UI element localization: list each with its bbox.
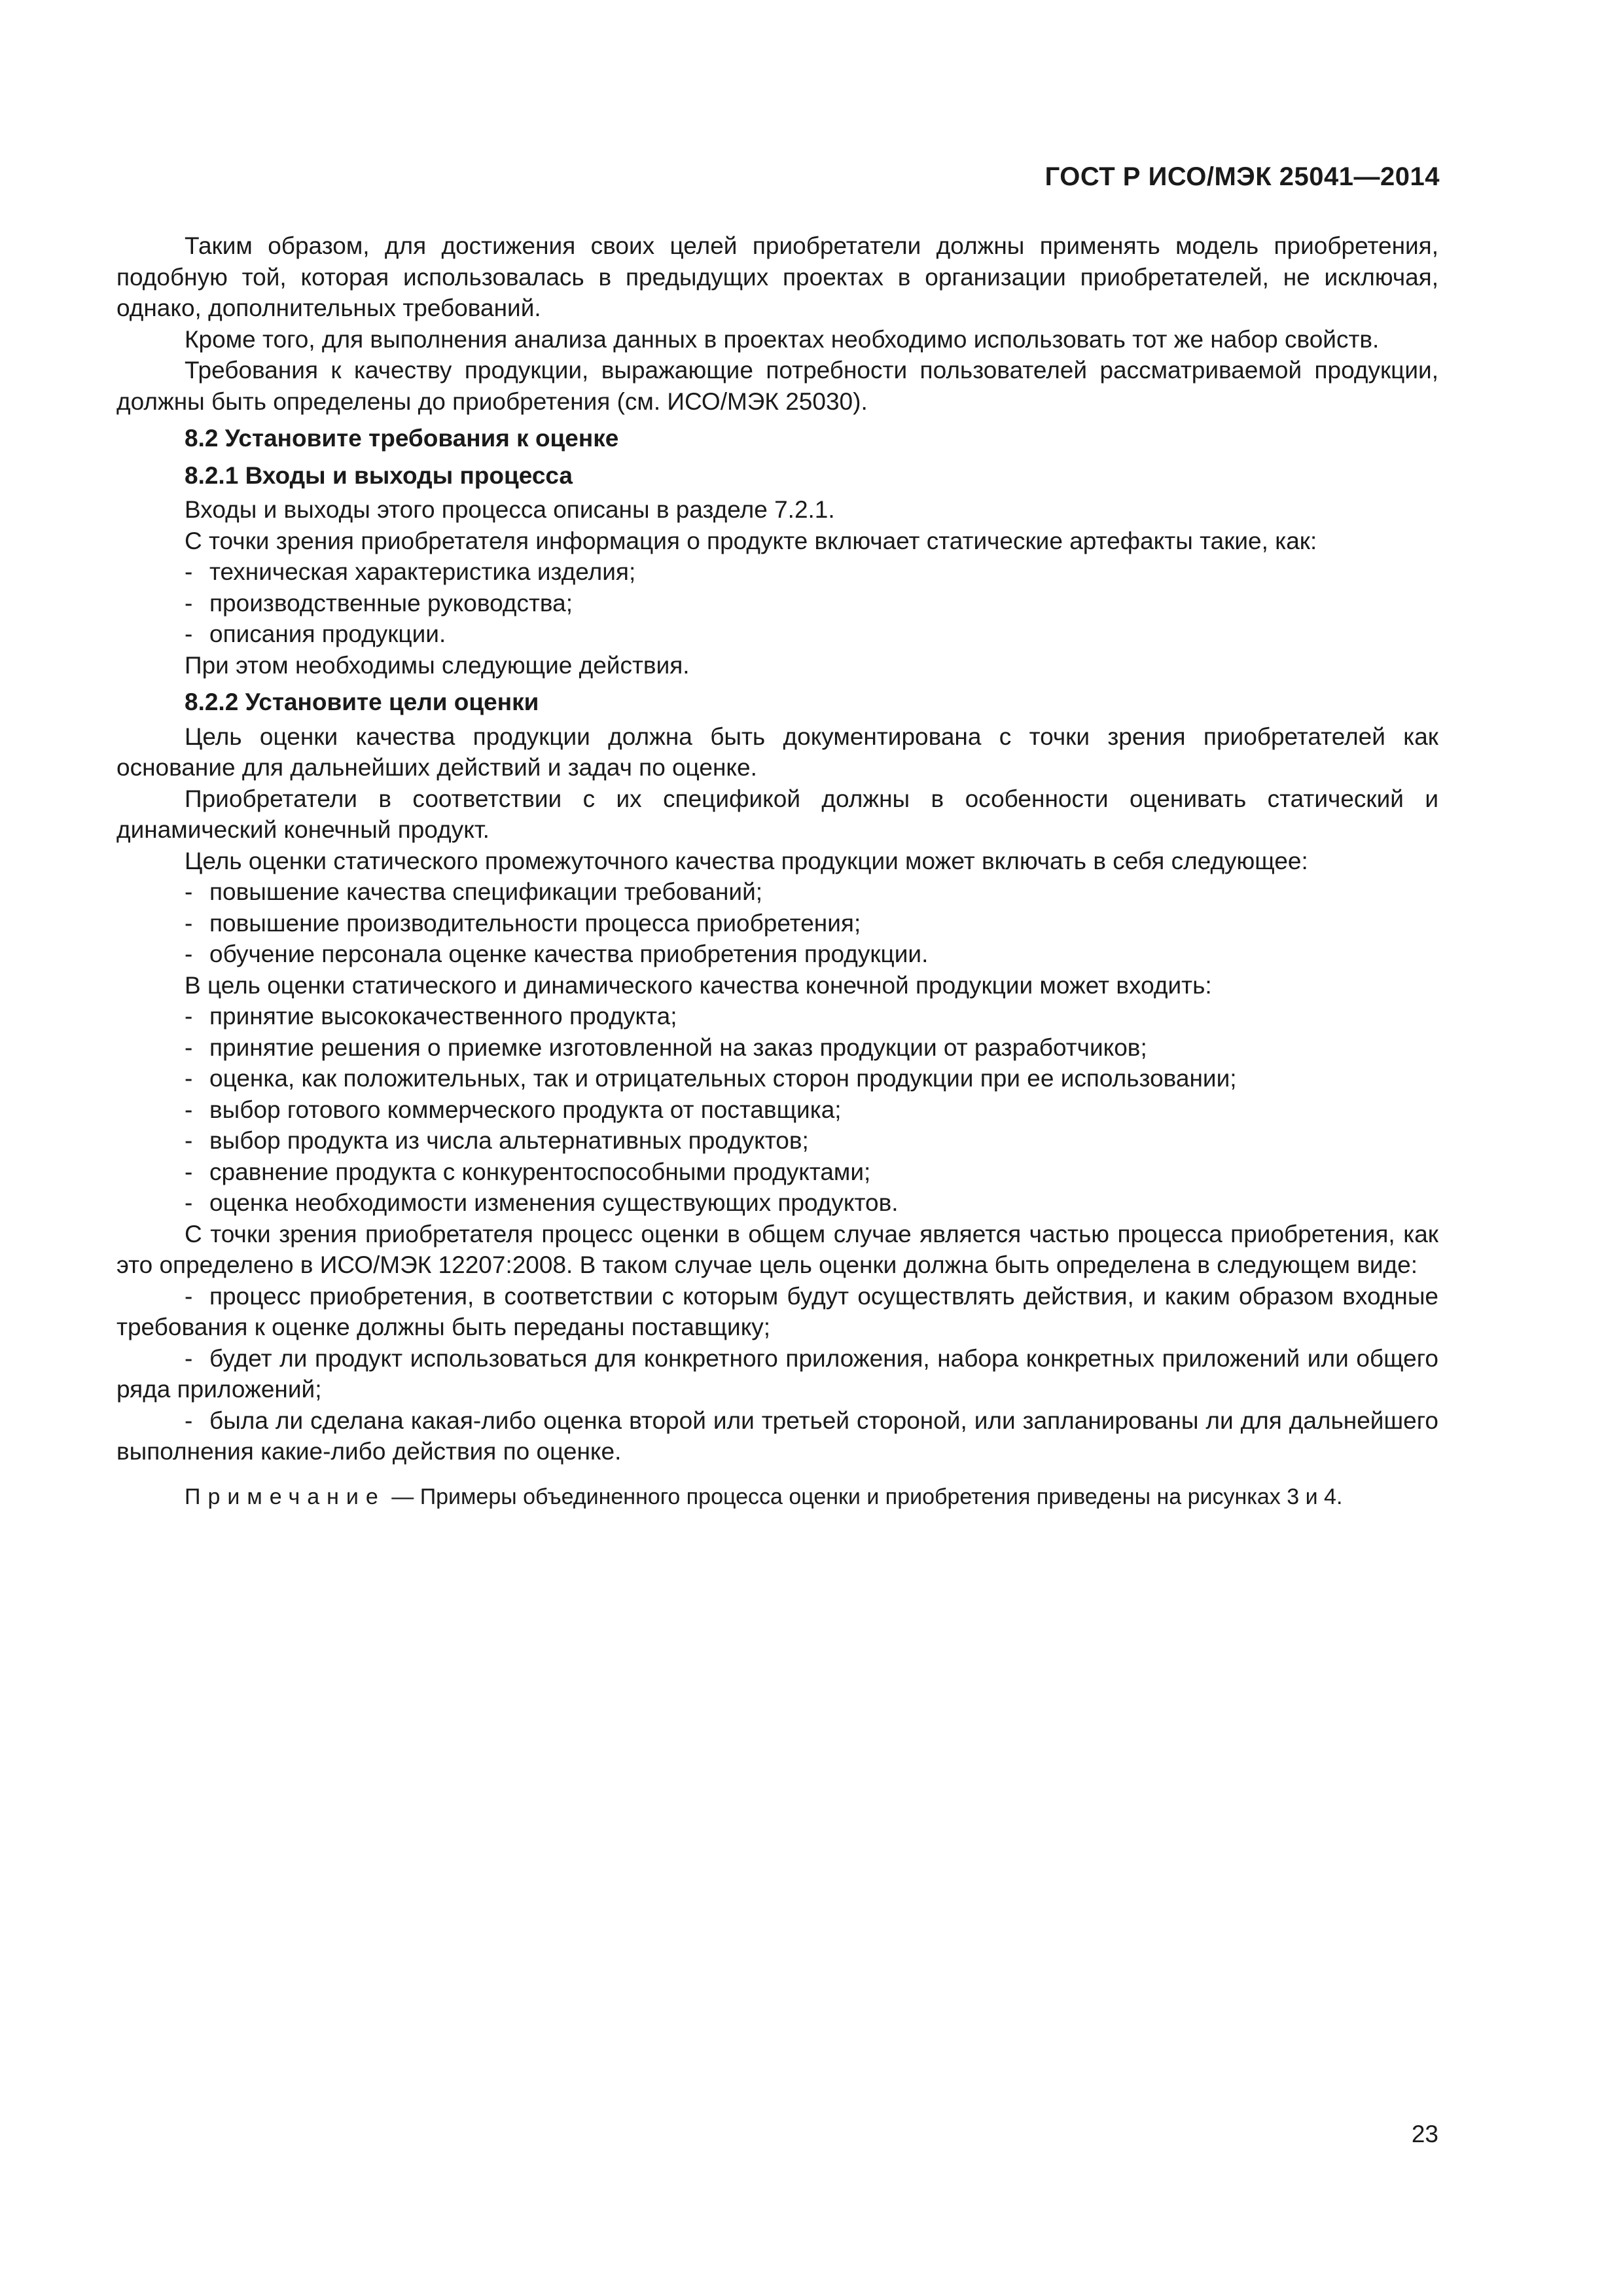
dash-marker: - xyxy=(185,1407,193,1434)
dash-marker: - xyxy=(185,1344,193,1372)
dash-marker: - xyxy=(185,589,193,617)
note-label: Примечание xyxy=(185,1484,385,1509)
dash-marker: - xyxy=(185,620,193,647)
dash-marker: - xyxy=(185,1033,193,1061)
list-item: - выбор готового коммерческого продукта от поставщика; xyxy=(116,1094,1438,1126)
paragraph: С точки зрения приобретателя информация о продукте включает статические артефакты такие, как: xyxy=(185,527,1317,554)
bullet-list xyxy=(116,876,1438,970)
list-item: - сравнение продукта с конкурентоспособными продуктами; xyxy=(116,1157,1438,1188)
dash-marker: - xyxy=(185,909,193,937)
dash-marker: - xyxy=(185,941,193,967)
document-header: ГОСТ Р ИСО/МЭК 25041—2014 xyxy=(1044,162,1440,191)
page-number: 23 xyxy=(1411,2121,1438,2147)
section-heading-8-2-1: 8.2.1 Входы и выходы процесса xyxy=(185,461,573,489)
list-item: - повышение производительности процесса приобретения; xyxy=(116,908,1438,939)
section-heading-8-2: 8.2 Установите требования к оценке xyxy=(185,425,619,452)
list-item: - обучение персонала оценке качества приобретения продукции. xyxy=(116,939,1438,970)
paragraph: В цель оценки статического и динамического качества конечной продукции может входить: xyxy=(185,971,1212,999)
paragraph: Кроме того, для выполнения анализа данных в проектах необходимо использовать тот же набор свойств. xyxy=(185,325,1380,353)
list-item: - производственные руководства; xyxy=(116,588,1438,619)
page-content xyxy=(116,230,1438,1535)
dash-marker: - xyxy=(185,1096,193,1123)
dash-marker: - xyxy=(185,1003,193,1030)
bullet-list xyxy=(116,556,1438,650)
paragraph: С точки зрения приобретателя процесс оценки в общем случае является частью процесса приобретения, как это определено в ИСО/МЭК 12207:2008. В таком случае цель оценки должна быть определена в следующем виде: xyxy=(116,1220,1438,1278)
list-item: - описания продукции. xyxy=(116,619,1438,650)
dash-marker: - xyxy=(185,878,193,905)
paragraph: Приобретатели в соответствии с их спецификой должны в особенности оценивать статический и динамический конечный продукт. xyxy=(116,785,1438,843)
list-item: - техническая характеристика изделия; xyxy=(116,556,1438,588)
bullet-list xyxy=(116,1001,1438,1219)
paragraph: Входы и выходы этого процесса описаны в разделе 7.2.1. xyxy=(185,496,835,523)
dash-marker: - xyxy=(185,558,193,585)
list-item: - повышение качества спецификации требований; xyxy=(116,876,1438,908)
paragraph: Цель оценки статического промежуточного качества продукции может включать в себя следующее: xyxy=(185,847,1308,874)
note xyxy=(116,1482,1438,1513)
dash-marker: - xyxy=(185,1282,193,1310)
section-heading-8-2-2: 8.2.2 Установите цели оценки xyxy=(185,689,539,715)
dash-marker: - xyxy=(185,1189,193,1216)
list-item: - была ли сделана какая-либо оценка второй или третьей стороной, или запланированы ли для дальнейшего выполнения какие-либо действия по оценке. xyxy=(116,1405,1438,1467)
paragraph: При этом необходимы следующие действия. xyxy=(185,651,690,679)
list-item: - оценка, как положительных, так и отрицательных сторон продукции при ее использовании; xyxy=(116,1063,1438,1094)
list-item: - принятие высококачественного продукта; xyxy=(116,1001,1438,1032)
list-item: - процесс приобретения, в соответствии с которым будут осуществлять действия, и каким образом входные требования к оценке должны быть переданы поставщику; xyxy=(116,1281,1438,1343)
dash-marker: - xyxy=(185,1065,193,1092)
paragraph: Цель оценки качества продукции должна быть документирована с точки зрения приобретателей как основание для дальнейших действий и задач по оценке. xyxy=(116,723,1438,781)
list-item: - выбор продукта из числа альтернативных продуктов; xyxy=(116,1125,1438,1157)
paragraph: Требования к качеству продукции, выражающие потребности пользователей рассматриваемой продукции, должны быть определены до приобретения (см. ИСО/МЭК 25030). xyxy=(116,357,1438,415)
paragraph: Таким образом, для достижения своих целей приобретатели должны применять модель приобретения, подобную той, которая использовалась в предыдущих проектах в организации приобретателей, не исключая, однако, дополнительных требований. xyxy=(116,232,1438,321)
list-item: - принятие решения о приемке изготовленной на заказ продукции от разработчиков; xyxy=(116,1032,1438,1064)
list-item: - оценка необходимости изменения существующих продуктов. xyxy=(116,1187,1438,1219)
note-text: — Примеры объединенного процесса оценки и приобретения приведены на рисунках 3 и 4. xyxy=(385,1484,1343,1509)
bullet-list xyxy=(116,1281,1438,1467)
list-item: - будет ли продукт использоваться для конкретного приложения, набора конкретных приложений или общего ряда приложений; xyxy=(116,1343,1438,1405)
dash-marker: - xyxy=(185,1158,193,1185)
dash-marker: - xyxy=(185,1127,193,1154)
